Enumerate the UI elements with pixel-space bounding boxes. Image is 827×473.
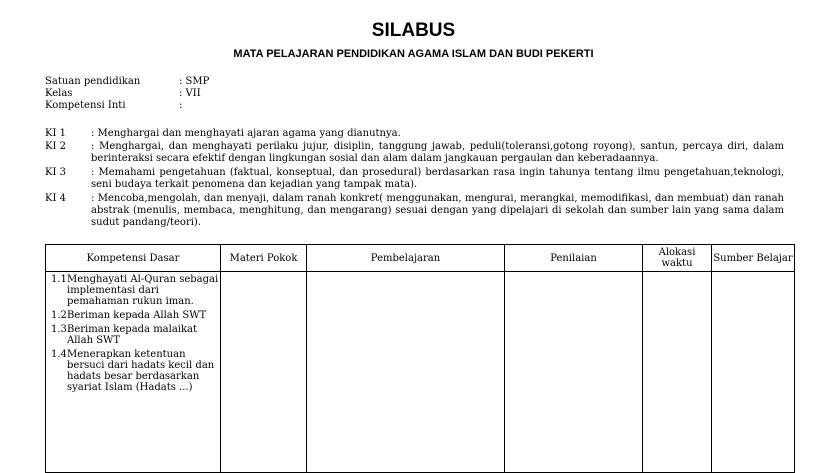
ki-text: : Menghargai, dan menghayati perilaku jujur, disiplin, tanggung jawab, peduli(toleransi,gotong royong), santun, percaya diri, dalam berinteraksi secara efektif dengan lingkungan sosial dan alam dalam jangkauan pergaulan dan keberadaannya. — [91, 141, 784, 164]
cell-alokasi-waktu — [643, 272, 712, 473]
ki-1 — [45, 128, 784, 140]
kd-text: Menerapkan ketentuan bersuci dari hadats kecil dan hadats besar berdasarkan syariat Islam (Hadats ...) — [67, 349, 215, 393]
identity-value: : — [179, 100, 183, 111]
kd-number: 1.4 — [51, 349, 67, 360]
header-pembelajaran: Pembelajaran — [307, 245, 505, 272]
list-item — [46, 324, 220, 346]
header-kompetensi-dasar: Kompetensi Dasar — [46, 245, 221, 272]
ki-code: KI 2 — [45, 141, 66, 152]
kd-text: Beriman kepada Allah SWT — [67, 310, 207, 321]
cell-penilaian — [505, 272, 643, 473]
ki-text: : Menghargai dan menghayati ajaran agama yang dianutnya. — [91, 128, 401, 139]
cell-sumber-belajar — [712, 272, 795, 473]
ki-3 — [45, 167, 784, 191]
kd-number: 1.1 — [51, 274, 67, 285]
ki-text: : Mencoba,mengolah, dan menyaji, dalam ranah konkret( menggunakan, mengurai, merangkai, memodifikasi, dan membuat) dan ranah abstrak (menulis, membaca, menghitung, dan mengarang) sesuai dengan yang dipelajari di sekolah dan sumber lain yang sama dalam sudut pandang/teori). — [91, 193, 784, 228]
ki-4 — [45, 193, 784, 229]
kd-number: 1.2 — [51, 310, 67, 321]
ki-2 — [45, 141, 784, 165]
table-row — [46, 272, 795, 473]
identity-row-satuan — [45, 76, 209, 87]
identity-row-kelas — [45, 88, 201, 99]
header-materi-pokok: Materi Pokok — [221, 245, 307, 272]
kd-text: Beriman kepada malaikat Allah SWT — [67, 324, 198, 346]
cell-pembelajaran — [307, 272, 505, 473]
cell-materi-pokok — [221, 272, 307, 473]
header-penilaian: Penilaian — [505, 245, 643, 272]
header-sumber-belajar: Sumber Belajar — [712, 245, 795, 272]
document-title: SILABUS — [371, 20, 456, 41]
silabus-table — [45, 244, 795, 473]
identity-row-kompetensi-inti — [45, 100, 182, 111]
table-header-row — [46, 245, 795, 272]
kd-number: 1.3 — [51, 324, 67, 335]
list-item — [46, 349, 220, 393]
header-alokasi-waktu: Alokasi waktu — [643, 245, 712, 272]
kd-text: Menghayati Al-Quran sebagai implementasi dari pemahaman rukun iman. — [67, 274, 219, 307]
identity-value: : VII — [179, 88, 201, 99]
ki-code: KI 3 — [45, 167, 66, 178]
cell-kompetensi-dasar — [46, 272, 221, 473]
ki-code: KI 1 — [45, 128, 66, 139]
kd-list — [46, 272, 220, 393]
list-item — [46, 310, 220, 321]
ki-code: KI 4 — [45, 193, 66, 204]
identity-label: Satuan pendidikan — [45, 76, 141, 87]
ki-text: : Memahami pengetahuan (faktual, konseptual, dan prosedural) berdasarkan rasa ingin tahunya tentang ilmu pengetahuan,teknologi, seni budaya terkait penomena dan kejadian yang tampak mata). — [91, 167, 784, 190]
list-item — [46, 274, 220, 307]
document-subtitle: MATA PELAJARAN PENDIDIKAN AGAMA ISLAM DAN BUDI PEKERTI — [233, 48, 594, 60]
identity-label: Kompetensi Inti — [45, 100, 126, 111]
identity-label: Kelas — [45, 88, 73, 99]
identity-value: : SMP — [179, 76, 210, 87]
